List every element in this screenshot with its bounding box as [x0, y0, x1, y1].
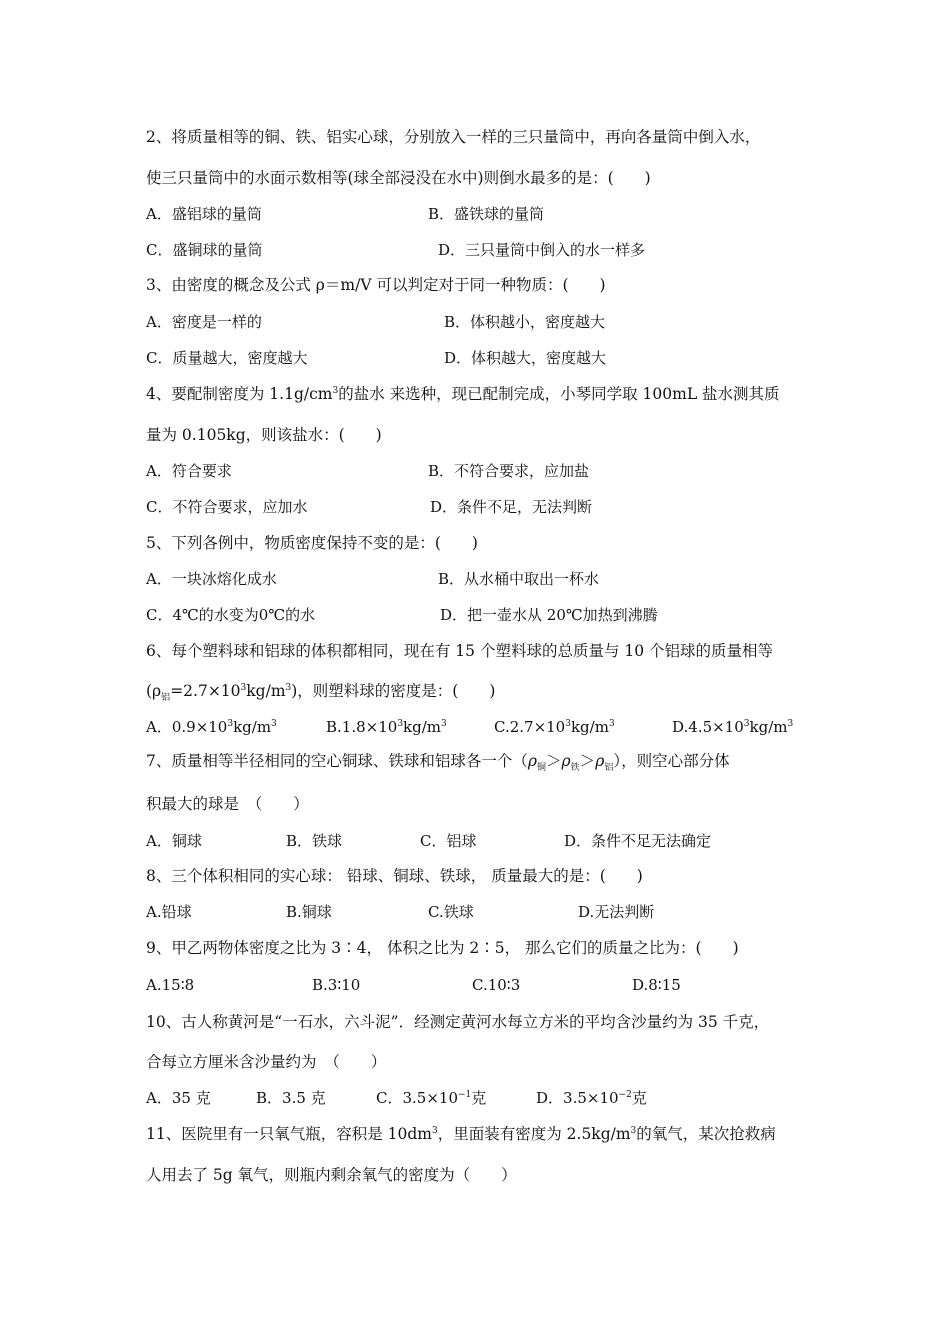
q6-sub-al: 铝 — [161, 693, 171, 704]
question-11-line-1 — [146, 1124, 776, 1144]
q11-sup-1: 3 — [432, 1125, 438, 1136]
q6-option-a — [146, 717, 277, 737]
q5-option-b: B．从水桶中取出一杯水 — [438, 570, 600, 588]
question-4-line-2: 量为 0.105kg，则该盐水：( ) — [146, 426, 382, 444]
q6-option-c — [494, 717, 615, 737]
q9-option-a: A.15∶8 — [146, 976, 195, 994]
q11-text-a: 11、医院里有一只氧气瓶，容积是 10dm — [146, 1125, 432, 1143]
q7-gt-2: ＞ — [579, 752, 596, 770]
q6-b-unit-exp: 3 — [441, 719, 447, 729]
question-2-line-1: 2、将质量相等的铜、铁、铝实心球，分别放入一样的三只量筒中，再向各量筒中倒入水， — [146, 128, 761, 146]
q6-a-exp: 3 — [227, 719, 234, 729]
q7-sub-fe: 铁 — [570, 763, 580, 774]
q3-option-d: D．体积越大，密度越大 — [444, 349, 607, 367]
q5-option-a: A．一块冰熔化成水 — [146, 570, 277, 588]
question-10-line-2: 合每立方厘米含沙量约为 （ ） — [146, 1053, 387, 1071]
q6-unit: kg/m — [246, 682, 286, 700]
q9-option-c: C.10∶3 — [472, 976, 521, 994]
q7-option-a: A．铜球 — [146, 832, 202, 850]
q5-option-d: D．把一壶水从 20℃加热到沸腾 — [440, 606, 658, 624]
q4-text-b: 的盐水 来选种，现已配制完成，小琴同学取 100mL 盐水测其质 — [338, 385, 780, 403]
q6-d-text: D.4.5×10 — [672, 718, 744, 736]
question-7-line-1 — [146, 751, 730, 774]
question-6-line-2 — [146, 681, 496, 704]
q10-option-a: A．35 克 — [146, 1089, 211, 1107]
q6-c-text: C.2.7×10 — [494, 718, 566, 736]
q7-option-d: D．条件不足无法确定 — [564, 832, 712, 850]
q7-option-b: B．铁球 — [286, 832, 343, 850]
q8-option-a: A.铅球 — [146, 903, 192, 921]
q7-rho-cu: ρ — [527, 752, 537, 770]
q4-option-b: B．不符合要求，应加盐 — [428, 462, 590, 480]
q5-option-c: C．4℃的水变为0℃的水 — [146, 606, 316, 624]
q11-sup-2: 3 — [630, 1125, 637, 1136]
q10-c-exp: −1 — [458, 1090, 472, 1100]
question-4-line-1 — [146, 384, 780, 404]
q2-option-c: C．盛铜球的量筒 — [146, 241, 263, 259]
q10-c-unit: 克 — [471, 1089, 487, 1107]
q2-option-d: D．三只量筒中倒入的水一样多 — [438, 241, 646, 259]
q6-b-text: B.1.8×10 — [326, 718, 398, 736]
q3-option-c: C．质量越大，密度越大 — [146, 349, 308, 367]
q10-c-text: C．3.5×10 — [376, 1089, 458, 1107]
q6-option-d — [672, 717, 793, 737]
q11-text-b: ，里面装有密度为 2.5kg/m — [437, 1125, 631, 1143]
q6-sup-exp: 3 — [240, 682, 247, 693]
q7-gt-1: ＞ — [546, 752, 562, 770]
q8-option-d: D.无法判断 — [578, 903, 655, 921]
q6-rho: (ρ — [146, 682, 162, 700]
q10-d-unit: 克 — [631, 1089, 647, 1107]
question-9-line-1: 9、甲乙两物体密度之比为 3∶4， 体积之比为 2∶5， 那么它们的质量之比为：( ) — [146, 939, 739, 957]
q3-option-b: B．体积越小，密度越大 — [444, 313, 606, 331]
q2-option-b: B．盛铁球的量筒 — [428, 205, 545, 223]
q3-option-a: A．密度是一样的 — [146, 313, 262, 331]
q6-d-exp: 3 — [743, 719, 750, 729]
q6-c-unit-exp: 3 — [608, 719, 615, 729]
q6-d-unit: kg/m — [749, 718, 788, 736]
q2-option-a: A．盛铝球的量筒 — [146, 205, 262, 223]
q4-option-c: C．不符合要求，应加水 — [146, 498, 308, 516]
q6-b-unit: kg/m — [403, 718, 442, 736]
q9-option-b: B.3∶10 — [312, 976, 361, 994]
q10-option-c — [376, 1088, 486, 1108]
question-6-line-1: 6、每个塑料球和铝球的体积都相同，现在有 15 个塑料球的总质量与 10 个铝球的质量相等 — [146, 642, 774, 660]
q7-sub-cu: 铜 — [537, 763, 547, 774]
q7-sub-al: 铝 — [604, 763, 614, 774]
q6-a-unit-exp: 3 — [271, 719, 277, 729]
q4-option-a: A．符合要求 — [146, 462, 232, 480]
q6-tail: )，则塑料球的密度是：( ) — [291, 682, 496, 700]
q6-c-exp: 3 — [565, 719, 571, 729]
question-7-line-2: 积最大的球是 （ ） — [146, 795, 309, 813]
q7-option-c: C．铝球 — [420, 832, 477, 850]
q4-option-d: D．条件不足，无法判断 — [430, 498, 593, 516]
q6-value: =2.7×10 — [170, 682, 241, 700]
q10-option-d — [536, 1088, 647, 1108]
question-3-line-1: 3、由密度的概念及公式 ρ＝m/V 可以判定对于同一种物质：( ) — [146, 276, 606, 294]
q7-text-a: 7、质量相等半径相同的空心铜球、铁球和铝球各一个（ — [146, 752, 528, 770]
q7-rho-al: ρ — [595, 752, 605, 770]
q6-option-b — [326, 717, 447, 737]
question-8-line-1: 8、三个体积相同的实心球： 铅球、铜球、铁球， 质量最大的是：( ) — [146, 867, 643, 885]
q6-d-unit-exp: 3 — [787, 719, 794, 729]
q6-sup-unit: 3 — [285, 682, 292, 693]
q10-d-text: D．3.5×10 — [536, 1089, 619, 1107]
q6-a-unit: kg/m — [233, 718, 272, 736]
question-5-line-1: 5、下列各例中，物质密度保持不变的是：( ) — [146, 534, 478, 552]
q10-option-b: B．3.5 克 — [256, 1089, 326, 1107]
q8-option-c: C.铁球 — [428, 903, 474, 921]
q7-text-b: ），则空心部分体 — [613, 752, 730, 770]
q11-text-c: 的氧气，某次抢救病 — [636, 1125, 776, 1143]
q9-option-d: D.8∶15 — [632, 976, 681, 994]
q4-text-a: 4、要配制密度为 1.1g/cm — [146, 385, 333, 403]
q7-rho-fe: ρ — [561, 752, 571, 770]
question-10-line-1: 10、古人称黄河是“一石水，六斗泥”．经测定黄河水每立方米的平均含沙量约为 35 千克， — [146, 1013, 770, 1031]
q8-option-b: B.铜球 — [286, 903, 332, 921]
question-11-line-2: 人用去了 5g 氧气，则瓶内剩余氧气的密度为（ ） — [146, 1166, 517, 1184]
question-2-line-2: 使三只量筒中的水面示数相等(球全部浸没在水中)则倒水最多的是：( ) — [146, 169, 651, 187]
q6-a-text: A．0.9×10 — [146, 718, 228, 736]
q4-sup: 3 — [332, 385, 339, 396]
q10-d-exp: −2 — [618, 1090, 632, 1100]
q6-c-unit: kg/m — [570, 718, 609, 736]
q6-b-exp: 3 — [397, 719, 404, 729]
